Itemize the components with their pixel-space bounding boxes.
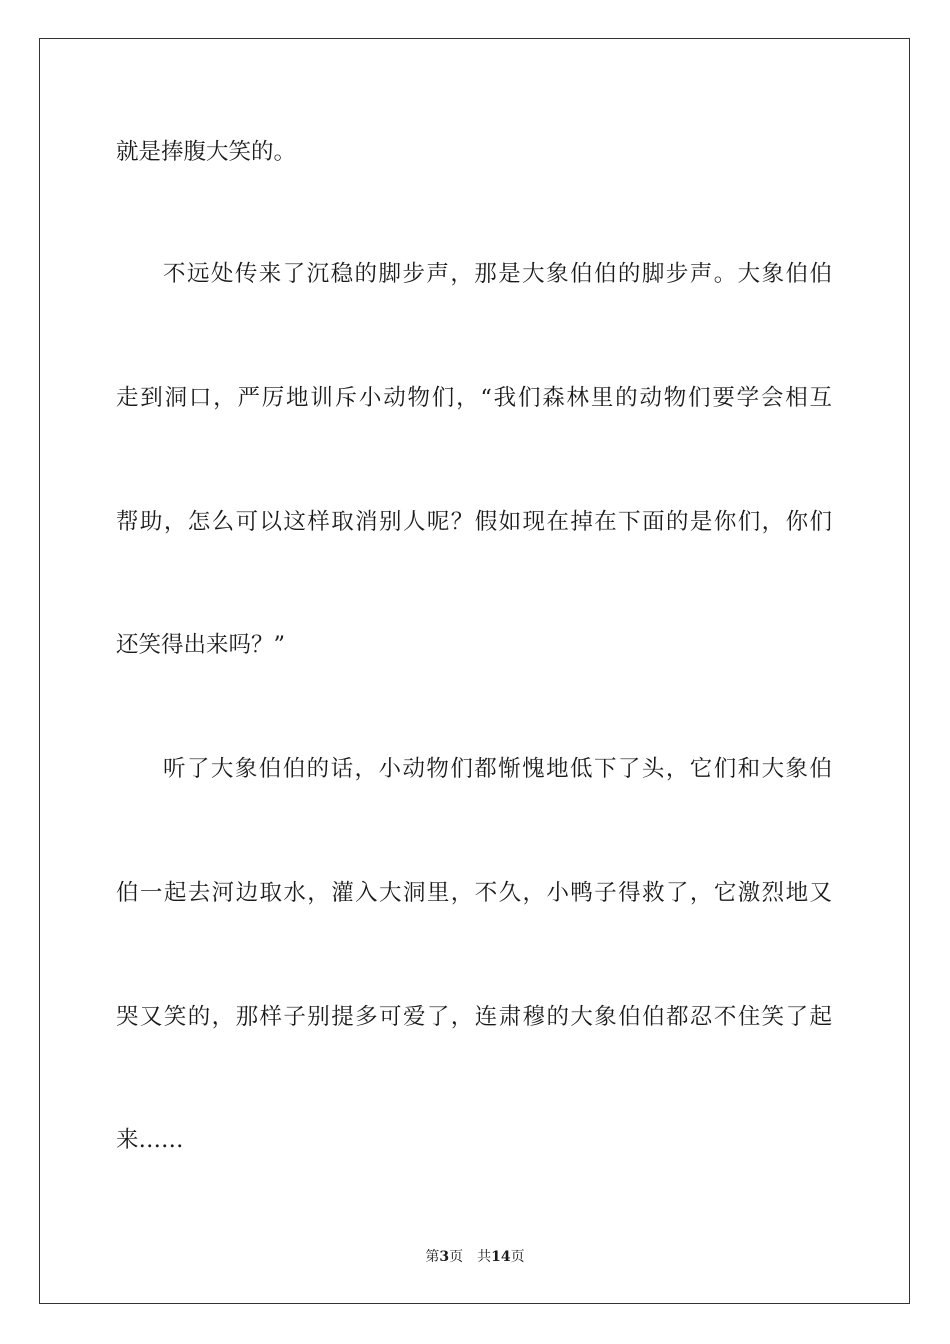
paragraph-line-7: 伯一起去河边取水，灌入大洞里，不久，小鸭子得救了，它激烈地又 <box>116 880 832 906</box>
paragraph-line-8: 哭又笑的，那样子别提多可爱了，连肃穆的大象伯伯都忍不住笑了起 <box>116 1004 832 1030</box>
paragraph-line-1: 就是捧腹大笑的。 <box>116 139 297 165</box>
total-prefix: 共 <box>477 1249 492 1265</box>
page-number: 3 <box>439 1249 450 1265</box>
page-border <box>39 38 910 1304</box>
total-suffix: 页 <box>510 1249 525 1265</box>
page-suffix: 页 <box>449 1249 464 1265</box>
paragraph-line-3: 走到洞口，严厉地训斥小动物们，“我们森林里的动物们要学会相互 <box>116 385 832 411</box>
paragraph-line-2: 不远处传来了沉稳的脚步声，那是大象伯伯的脚步声。大象伯伯 <box>163 261 832 287</box>
paragraph-line-9: 来…… <box>116 1127 184 1153</box>
total-pages: 14 <box>491 1249 511 1265</box>
paragraph-line-5: 还笑得出来吗？” <box>116 632 286 658</box>
page-footer <box>0 1247 950 1267</box>
paragraph-line-4: 帮助，怎么可以这样取消别人呢？假如现在掉在下面的是你们，你们 <box>116 509 832 535</box>
paragraph-line-6: 听了大象伯伯的话，小动物们都惭愧地低下了头，它们和大象伯 <box>163 756 832 782</box>
page-prefix: 第 <box>425 1249 440 1265</box>
